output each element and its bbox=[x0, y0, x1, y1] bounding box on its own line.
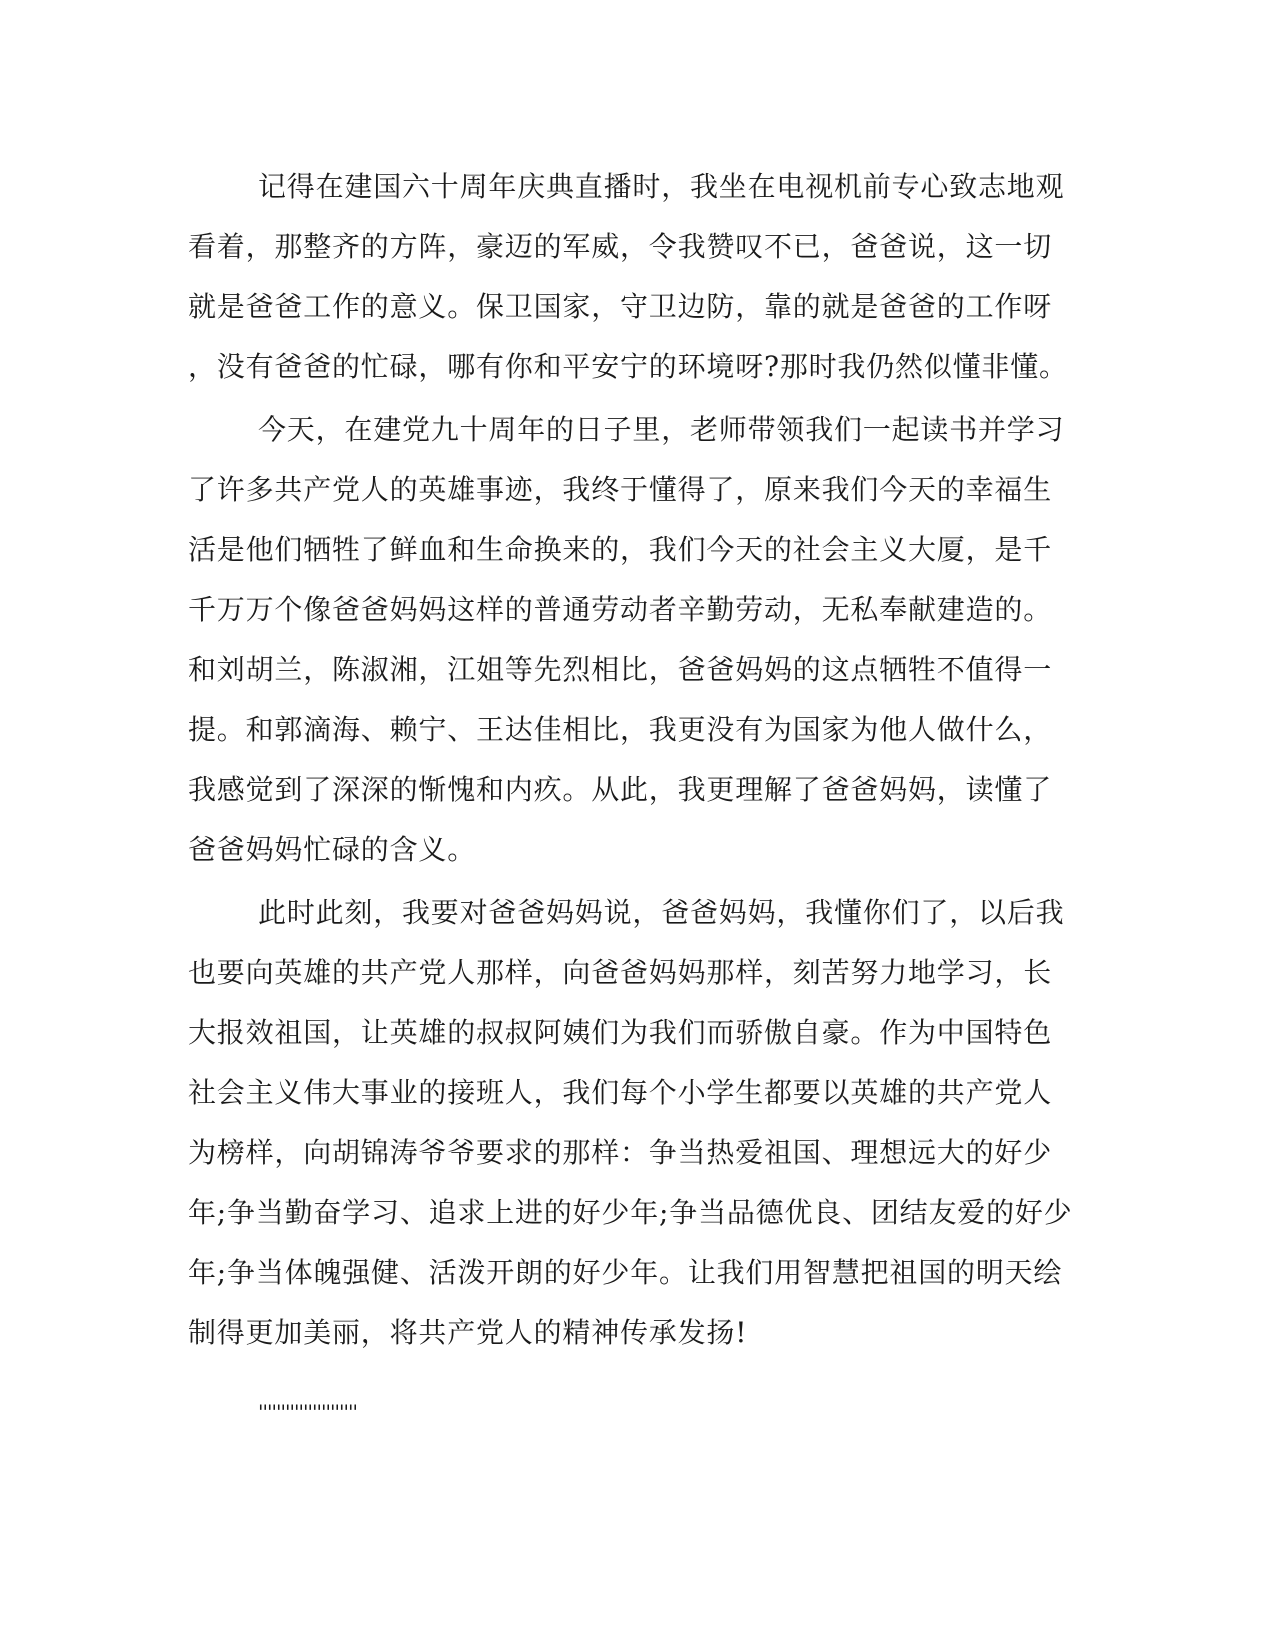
text-line: 今天，在建党九十周年的日子里，老师带领我们一起读书并学习 bbox=[258, 413, 1065, 446]
text-line: 千万万个像爸爸妈妈这样的普通劳动者辛勤劳动，无私奉献建造的。 bbox=[188, 593, 1053, 626]
text-line: 制得更加美丽，将共产党人的精神传承发扬! bbox=[188, 1316, 748, 1349]
paragraph-2 bbox=[188, 400, 1068, 880]
text-line: 和刘胡兰，陈淑湘，江姐等先烈相比，爸爸妈妈的这点牺牲不值得一 bbox=[188, 653, 1053, 686]
text-line: 看着，那整齐的方阵，豪迈的军威，令我赞叹不已，爸爸说，这一切 bbox=[188, 230, 1053, 263]
text-line: 年;争当体魄强健、活泼开朗的好少年。让我们用智慧把祖国的明天绘 bbox=[188, 1256, 1063, 1289]
text-line: 我感觉到了深深的惭愧和内疚。从此，我更理解了爸爸妈妈，读懂了 bbox=[188, 773, 1053, 806]
text-line: 记得在建国六十周年庆典直播时，我坐在电视机前专心致志地观 bbox=[258, 170, 1065, 203]
text-line: 了许多共产党人的英雄事迹，我终于懂得了，原来我们今天的幸福生 bbox=[188, 473, 1053, 506]
trailing-quote-marks: '''''''''''''''''''''' bbox=[258, 1400, 357, 1424]
text-line: 年;争当勤奋学习、追求上进的好少年;争当品德优良、团结友爱的好少 bbox=[188, 1196, 1073, 1229]
text-line: 活是他们牺牲了鲜血和生命换来的，我们今天的社会主义大厦，是千 bbox=[188, 533, 1053, 566]
text-line: 为榜样，向胡锦涛爷爷要求的那样：争当热爱祖国、理想远大的好少 bbox=[188, 1136, 1053, 1169]
paragraph-3 bbox=[188, 883, 1073, 1363]
text-line: 大报效祖国，让英雄的叔叔阿姨们为我们而骄傲自豪。作为中国特色 bbox=[188, 1016, 1053, 1049]
text-line: 也要向英雄的共产党人那样，向爸爸妈妈那样，刻苦努力地学习，长 bbox=[188, 956, 1053, 989]
essay-body bbox=[188, 157, 1073, 1363]
text-line: 爸爸妈妈忙碌的含义。 bbox=[188, 833, 477, 866]
text-line: 提。和郭滴海、赖宁、王达佳相比，我更没有为国家为他人做什么， bbox=[188, 713, 1053, 746]
text-line: ，没有爸爸的忙碌，哪有你和平安宁的环境呀?那时我仍然似懂非懂。 bbox=[188, 350, 1068, 383]
text-line: 此时此刻，我要对爸爸妈妈说，爸爸妈妈，我懂你们了，以后我 bbox=[258, 896, 1065, 929]
text-line: 就是爸爸工作的意义。保卫国家，守卫边防，靠的就是爸爸的工作呀 bbox=[188, 290, 1053, 323]
paragraph-1 bbox=[188, 157, 1068, 397]
text-line: 社会主义伟大事业的接班人，我们每个小学生都要以英雄的共产党人 bbox=[188, 1076, 1053, 1109]
